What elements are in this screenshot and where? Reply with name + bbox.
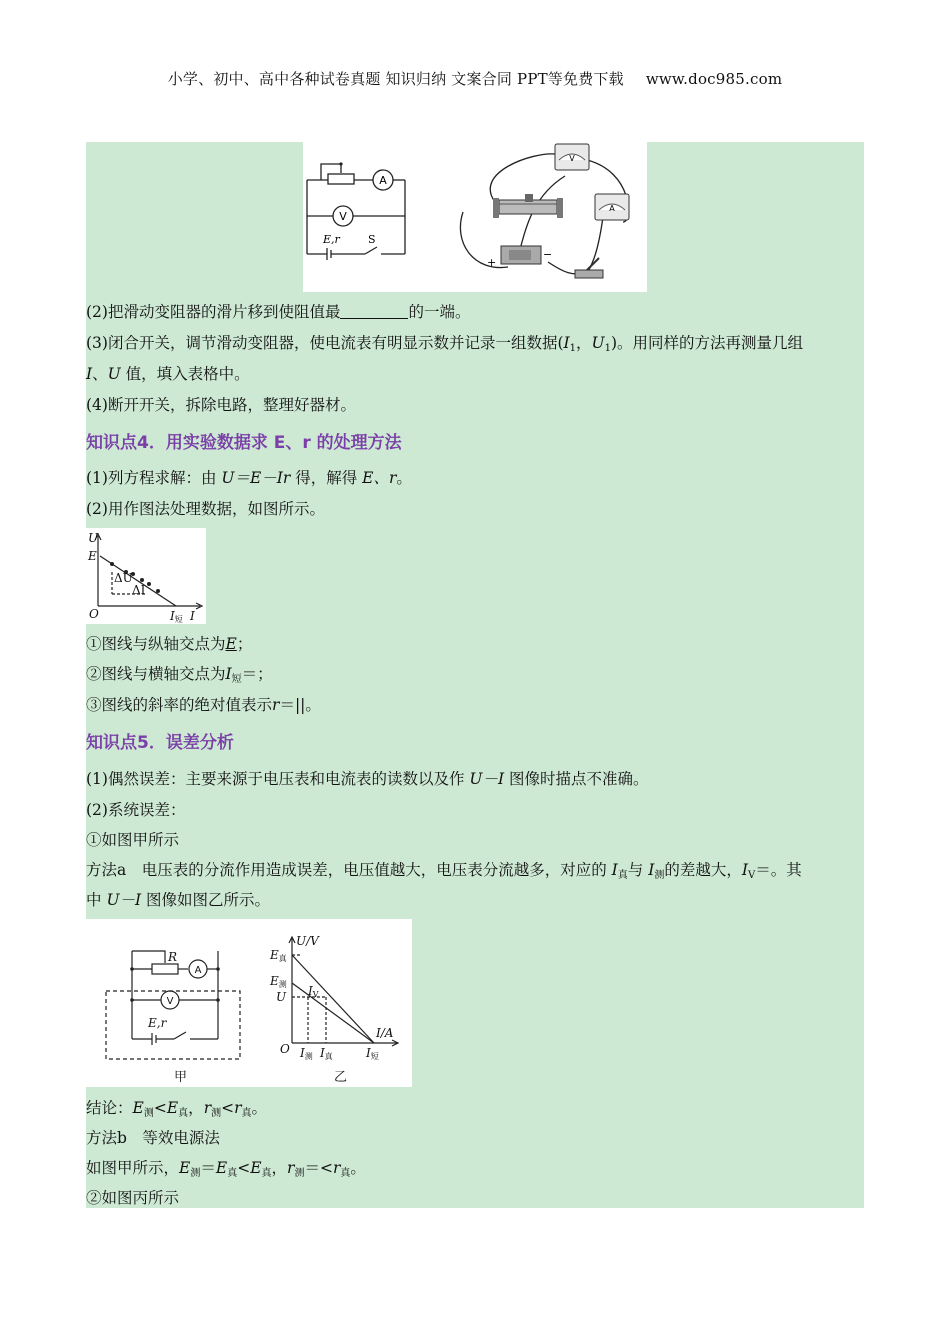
step-2: (2)把滑动变阻器的滑片移到使阻值最 的一端。 [86,303,471,321]
fig-o-label: O [280,1042,290,1056]
fig-iv-label: IV [308,984,319,999]
circuit-diagram-svg [303,142,647,292]
conclusion: 结论：$E_测<E_真$，$r_测<r_真$。 [86,1099,268,1119]
graph-e-label: E [88,549,97,563]
fig-jia-label: 甲 [174,1070,188,1085]
step-4: (4)断开开关，拆除电路，整理好器材。 [86,396,356,414]
case-2: ②如图丙所示 [86,1189,180,1207]
graph-o-label: O [89,607,99,621]
source-label: E,r [323,233,340,246]
fig-yi-label: 乙 [334,1070,348,1085]
step-3-line1: (3)闭合开关，调节滑动变阻器，使电流表有明显示数并记录一组数据($I_1$，$U_1$)。用同样的方法再测量几组 [86,334,804,354]
fig-itrue-label: I真 [320,1046,333,1061]
fig-r-label: R [168,950,178,964]
header-url[interactable]: www.doc985.com [645,70,783,88]
fig-u-label: U [276,990,287,1004]
graph-i-label: I [190,609,195,623]
svg-text:A: A [609,204,615,213]
method-b: 方法b 等效电源法 [86,1129,220,1147]
ui-graph-svg [86,528,206,624]
fig-emeas-label: E测 [270,974,287,989]
fig-ishort-label: I短 [366,1046,379,1061]
result-1: ①图线与纵轴交点为E； [86,635,253,653]
graph-u-label: U [88,531,99,545]
graph-ishort-label: I短 [170,609,183,624]
fig-a-label: A [194,965,202,976]
ui-graph [86,528,206,624]
error-accidental: (1)偶然误差：主要来源于电压表和电流表的读数以及作 U－I 图像时描点不准确。 [86,770,649,788]
method-graph: (2)用作图法处理数据，如图所示。 [86,500,325,518]
method-a-line2: 中 U－I 图像如图乙所示。 [86,891,271,909]
switch-device [575,258,603,278]
error-systematic: (2)系统误差： [86,801,186,819]
rheostat-device [493,194,563,218]
fig-etrue-label: E真 [270,948,287,963]
error-figures-svg [86,919,412,1087]
method-b-detail: 如图甲所示，$E_测=E_真<E_真$，$r_测=<r_真$。 [86,1159,366,1179]
battery-device [487,246,552,269]
fig-uv-label: U/V [296,934,319,948]
fig-ia-label: I/A [376,1026,394,1040]
circuit-figure-1 [303,142,647,292]
voltmeter-device [555,144,589,170]
result-2: ②图线与横轴交点为$I_短=$； [86,665,273,685]
svg-text:V: V [569,154,575,163]
fig-imeas-label: I测 [300,1046,313,1061]
fig-v-label: V [166,996,174,1007]
case-1: ①如图甲所示 [86,831,180,849]
result-3: ③图线的斜率的绝对值表示r＝||。 [86,696,321,714]
switch-label: S [368,233,376,246]
page-header [0,68,950,89]
ammeter-device [595,194,629,220]
section-5-title: 知识点5．误差分析 [86,733,234,753]
ammeter-label: A [379,174,387,187]
header-text: 小学、初中、高中各种试卷真题 知识归纳 文案合同 PPT等免费下载 [167,70,624,88]
method-a-line1: 方法a 电压表的分流作用造成误差，电压值越大，电压表分流越多，对应的 $I_真$与 $I_测$的差越大，$I_V=$。其 [86,861,802,881]
svg-text:−: − [543,248,553,261]
svg-text:+: + [487,256,497,269]
fill-blank [340,304,408,319]
section-4-title: 知识点4．用实验数据求 E、r 的处理方法 [86,433,402,453]
step-3-line2: I、U 值，填入表格中。 [86,365,250,383]
graph-du-label: ΔU [114,571,133,585]
error-figures [86,919,412,1087]
voltmeter-label: V [339,210,347,223]
fig-er-label: E,r [148,1016,167,1030]
graph-di-label: ΔI [132,583,146,597]
method-equation: (1)列方程求解：由 U＝E－Ir 得，解得 E、r。 [86,469,412,487]
